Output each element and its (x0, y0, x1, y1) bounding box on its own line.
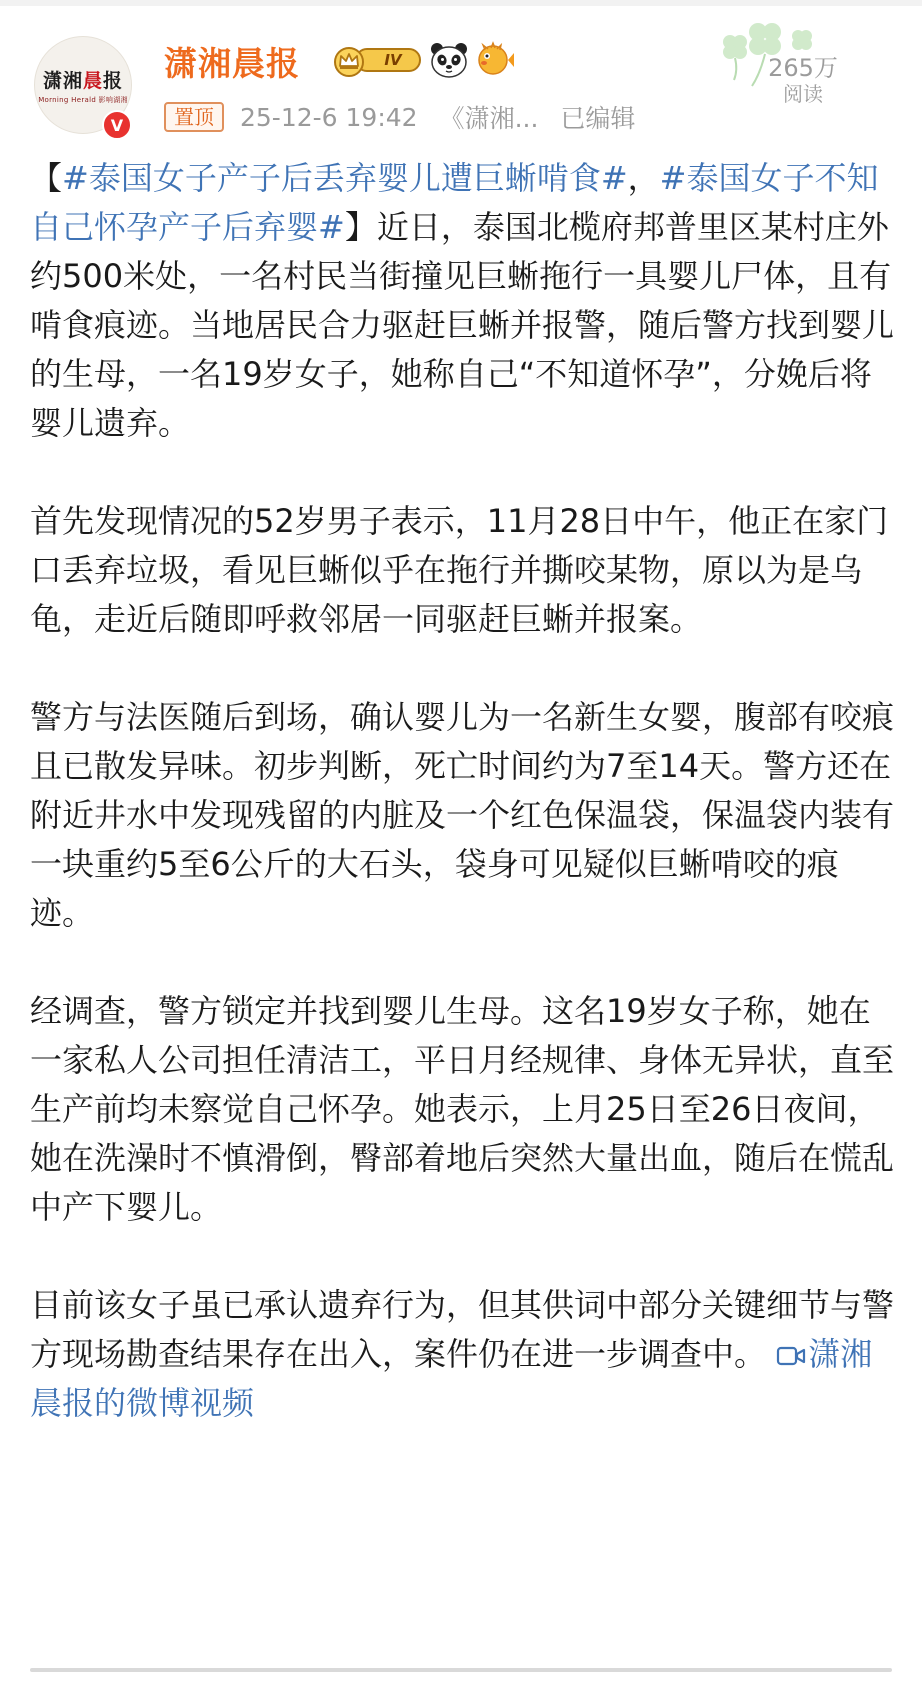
verified-icon: V (102, 110, 132, 140)
video-icon (776, 1345, 806, 1367)
video-link-label: 潇湘晨报的微博视频 (30, 1335, 873, 1422)
user-badges (331, 40, 515, 80)
open-bracket: 【 (30, 159, 63, 197)
panda-icon[interactable] (429, 40, 469, 80)
paragraph-text: 目前该女子虽已承认遗弃行为，但其供词中部分关键细节与警方现场勘查结果存在出入，案件仍在进一步调查中。 (30, 1286, 895, 1373)
status-strip (0, 0, 922, 6)
post-body (30, 154, 900, 1428)
view-count-label: 阅读 (783, 82, 823, 106)
crown-icon (331, 45, 367, 77)
avatar-logo: 潇湘晨报 (42, 69, 124, 92)
level-badge[interactable] (331, 43, 423, 77)
paragraph-5 (30, 1281, 900, 1428)
post-meta (164, 100, 635, 134)
avatar-logo-subtext: Morning Herald 影响湖湘 (38, 95, 128, 104)
post-header (0, 14, 922, 134)
paragraph-4: 经调查，警方锁定并找到婴儿生母。这名19岁女子称，她在一家私人公司担任清洁工，平日月经规律、身体无异状，直至生产前均未察觉自己怀孕。她表示，上月25日至26日夜间，她在洗澡时不慎滑倒，臀部着地后突然大量出血，随后在慌乱中产下婴儿。 (30, 992, 895, 1226)
hashtag-link[interactable]: #泰国女子不知自己怀孕产子后弃婴# (30, 159, 879, 246)
pufferfish-icon[interactable] (475, 40, 515, 80)
paragraph-text: 】近日，泰国北榄府邦普里区某村庄外约500米处，一名村民当街撞见巨蜥拖行一具婴儿尸体，且有啃食痕迹。当地居民合力驱赶巨蜥并报警，随后警方找到婴儿的生母，一名19岁女子，她称自己“不知道怀孕”，分娩后将婴儿遗弃。 (30, 208, 895, 442)
level-badge-label: IV (355, 48, 421, 72)
pinned-tag: 置顶 (164, 102, 224, 132)
view-count-number: 265万 (768, 54, 838, 82)
comma: ， (627, 159, 660, 197)
account-name[interactable]: 潇湘晨报 (164, 44, 300, 83)
post-source[interactable]: 《潇湘... (439, 104, 539, 133)
post-time: 25-12-6 19:42 (240, 102, 418, 132)
paragraph-2: 首先发现情况的52岁男子表示，11月28日中午，他正在家门口丢弃垃圾，看见巨蜥似乎在拖行并撕咬某物，原以为是乌龟，走近后随即呼救邻居一同驱赶巨蜥并报案。 (30, 502, 889, 638)
paragraph-1 (30, 154, 900, 448)
hashtag-link[interactable]: #泰国女子产子后丢弃婴儿遭巨蜥啃食# (62, 159, 628, 197)
paragraph-3: 警方与法医随后到场，确认婴儿为一名新生女婴，腹部有咬痕且已散发异味。初步判断，死亡时间约为7至14天。警方还在附近井水中发现残留的内脏及一个红色保温袋，保温袋内装有一块重约5至6公斤的大石头，袋身可见疑似巨蜥啃咬的痕迹。 (30, 698, 895, 932)
view-count (748, 54, 858, 106)
edited-label[interactable]: 已编辑 (560, 104, 636, 133)
divider (30, 1668, 892, 1672)
